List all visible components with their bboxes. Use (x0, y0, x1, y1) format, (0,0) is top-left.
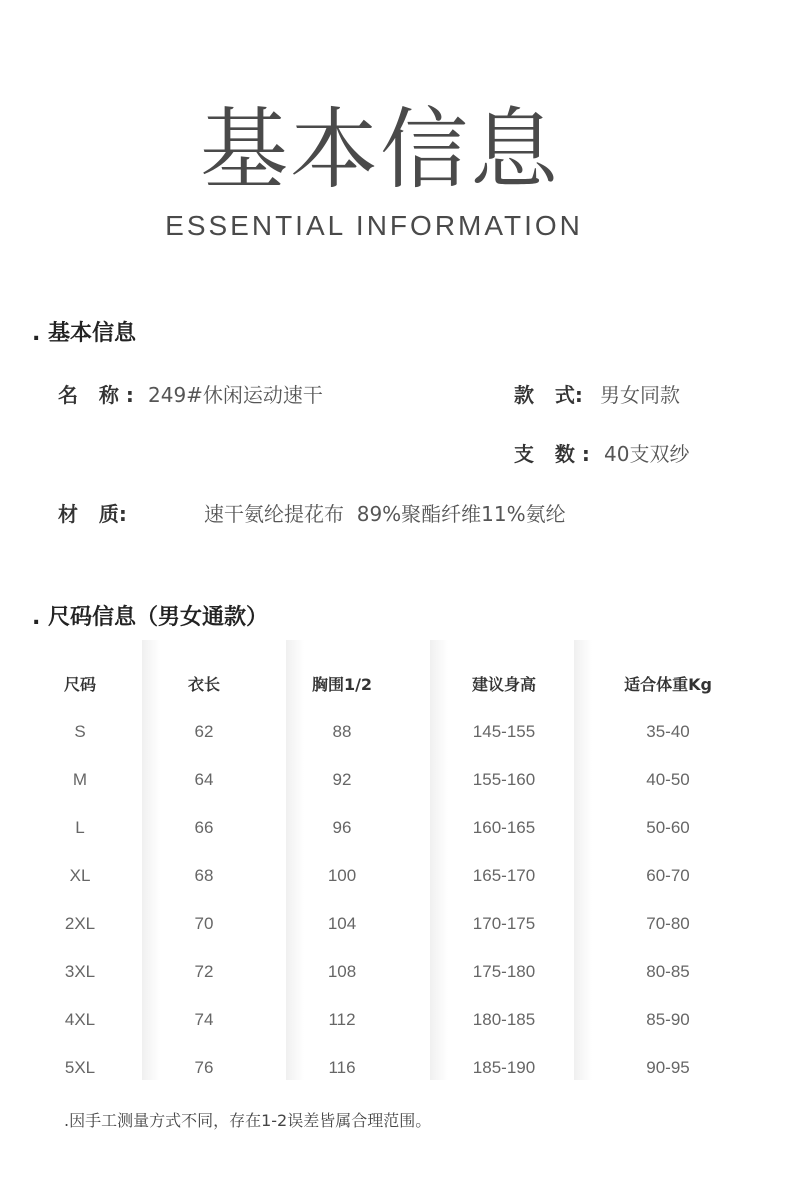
table-cell-size: 4XL (64, 1010, 96, 1029)
table-cell-weight: 80-85 (646, 962, 690, 981)
table-cell-height: 160-165 (472, 818, 536, 837)
table-cell-weight: 90-95 (646, 1058, 690, 1077)
column-divider (430, 640, 448, 1080)
table-cell-weight: 60-70 (646, 866, 690, 885)
basic-info-heading: . 基本信息 (32, 321, 137, 346)
page-subtitle: ESSENTIAL INFORMATION (165, 210, 583, 241)
table-cell-height: 145-155 (472, 722, 536, 741)
table-cell-weight: 70-80 (646, 914, 690, 933)
table-cell-weight: 85-90 (646, 1010, 690, 1029)
table-cell-size: 2XL (64, 914, 96, 933)
table-cell-half-chest: 112 (328, 1010, 356, 1029)
table-cell-length: 74 (194, 1010, 214, 1029)
column-header-half-chest: 胸围1/2 (311, 675, 373, 694)
name-label: 名 称 : (58, 383, 134, 407)
yarn-count-value: 40支双纱 (604, 442, 690, 466)
table-cell-weight: 50-60 (646, 818, 690, 837)
table-cell-length: 66 (194, 818, 214, 837)
table-cell-half-chest: 116 (328, 1058, 356, 1077)
table-cell-height: 170-175 (472, 914, 536, 933)
column-divider (574, 640, 592, 1080)
table-cell-length: 64 (194, 770, 214, 789)
table-cell-half-chest: 108 (327, 962, 357, 981)
page-title: 基本信息 (199, 98, 560, 201)
column-header-height: 建议身高 (471, 675, 537, 694)
table-cell-size: 5XL (64, 1058, 96, 1077)
table-cell-height: 165-170 (472, 866, 536, 885)
table-cell-length: 62 (194, 722, 214, 741)
material-label: 材 质: (58, 502, 127, 526)
material-value: 速干氨纶提花布 89%聚酯纤维11%氨纶 (204, 502, 566, 526)
style-label: 款 式: (514, 383, 583, 407)
column-divider (286, 640, 304, 1080)
yarn-count-label: 支 数 : (514, 442, 590, 466)
table-cell-size: 3XL (64, 962, 96, 981)
table-cell-height: 175-180 (472, 962, 536, 981)
column-header-size: 尺码 (63, 675, 97, 694)
measurement-note: .因手工测量方式不同，存在1-2误差皆属合理范围。 (64, 1111, 432, 1130)
style-value: 男女同款 (600, 383, 680, 407)
name-value: 249#休闲运动速干 (148, 383, 323, 407)
table-cell-length: 68 (194, 866, 214, 885)
table-cell-half-chest: 96 (332, 818, 352, 837)
table-cell-length: 70 (194, 914, 214, 933)
table-cell-half-chest: 88 (332, 722, 352, 741)
column-header-weight: 适合体重Kg (624, 675, 712, 694)
table-cell-size: S (74, 722, 86, 741)
table-cell-size: M (72, 770, 88, 789)
table-cell-size: L (75, 818, 85, 837)
column-header-length: 衣长 (187, 675, 221, 694)
table-cell-length: 72 (194, 962, 214, 981)
table-cell-half-chest: 92 (332, 770, 352, 789)
table-cell-half-chest: 100 (327, 866, 357, 885)
table-cell-height: 180-185 (472, 1010, 536, 1029)
table-cell-weight: 40-50 (646, 770, 690, 789)
table-cell-half-chest: 104 (327, 914, 357, 933)
size-table (0, 650, 790, 1100)
table-cell-height: 155-160 (472, 770, 536, 789)
table-cell-size: XL (69, 866, 91, 885)
table-cell-height: 185-190 (472, 1058, 536, 1077)
size-info-heading: . 尺码信息（男女通款） (32, 605, 269, 630)
table-cell-weight: 35-40 (646, 722, 690, 741)
table-cell-length: 76 (194, 1058, 214, 1077)
column-divider (142, 640, 160, 1080)
